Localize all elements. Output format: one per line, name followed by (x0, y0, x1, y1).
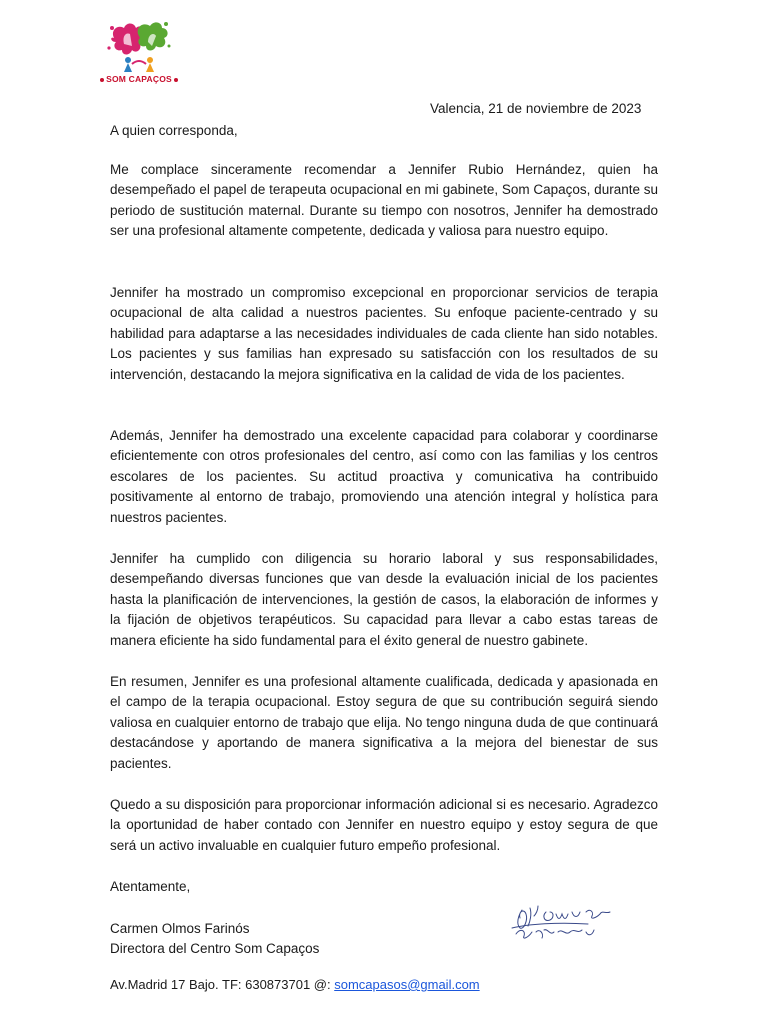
logo-text: SOM CAPAÇOS (106, 74, 172, 84)
letter-closing: Atentamente, (110, 879, 191, 894)
letter-paragraph: Además, Jennifer ha demostrado una excelente capacidad para colaborar y coordinarse eficientemente con otros profesionales del centro, así como con las familias y los centros escolares de los pacientes. Su actitud proactiva y comunicativa ha contribuido positivamente al entorno de trabajo, promoviendo una atención integral y holística para nuestros pacientes. (110, 428, 658, 525)
logo-dot-left-icon (100, 78, 104, 82)
signer-name: Carmen Olmos Farinós (110, 921, 250, 936)
handwritten-signature (508, 898, 618, 944)
letter-paragraph: En resumen, Jennifer es una profesional altamente cualificada, dedicada y apasionada en el campo de la terapia ocupacional. Estoy segura de que su contribución seguirá siendo valiosa en cualquier entorno de trabajo que elija. No tengo ninguna duda de que continuará destacándose y aportando de manera significativa a la mejora del bienestar de sus pacientes. (110, 674, 658, 771)
letter-paragraph: Quedo a su disposición para proporcionar información adicional si es necesario. Agradezco la oportunidad de haber contado con Jennifer en nuestro equipo y estoy segura de que será un activo invaluable en cualquier futuro empeño profesional. (110, 797, 658, 853)
company-logo (98, 20, 180, 92)
letter-paragraph: Jennifer ha cumplido con diligencia su horario laboral y sus responsabilidades, desempeñando diversas funciones que van desde la evaluación inicial de los pacientes hasta la planificación de intervenciones, la gestión de casos, la elaboración de informes y la fijación de objetivos terapéuticos. Su capacidad para llevar a cabo estas tareas de manera eficiente ha sido fundamental para el éxito general de nuestro gabinete. (110, 551, 658, 648)
footer-email-link[interactable]: somcapasos@gmail.com (334, 977, 480, 992)
letter-date: Valencia, 21 de noviembre de 2023 (430, 101, 642, 116)
signer-title: Directora del Centro Som Capaços (110, 941, 320, 956)
logo-wordmark (98, 74, 180, 84)
letter-salutation: A quien corresponda, (110, 123, 238, 138)
logo-dot-right-icon (174, 78, 178, 82)
splash-hands-logo-icon (106, 20, 172, 74)
letter-paragraph: Me complace sinceramente recomendar a Jennifer Rubio Hernández, quien ha desempeñado el papel de terapeuta ocupacional en mi gabinete, Som Capaços, durante su periodo de sustitución maternal. Durante su tiempo con nosotros, Jennifer ha demostrado ser una profesional altamente competente, dedicada y valiosa para nuestro equipo. (110, 162, 658, 239)
letter-paragraph: Jennifer ha mostrado un compromiso excepcional en proporcionar servicios de terapia ocupacional de alta calidad a nuestros pacientes. Su enfoque paciente-centrado y su habilidad para adaptarse a las necesidades individuales de cada cliente han sido notables. Los pacientes y sus familias han expresado su satisfacción con los resultados de su intervención, destacando la mejora significativa en la calidad de vida de los pacientes. (110, 285, 658, 382)
footer-contact (110, 977, 480, 992)
footer-address: Av.Madrid 17 Bajo. TF: 630873701 @: (110, 977, 335, 992)
